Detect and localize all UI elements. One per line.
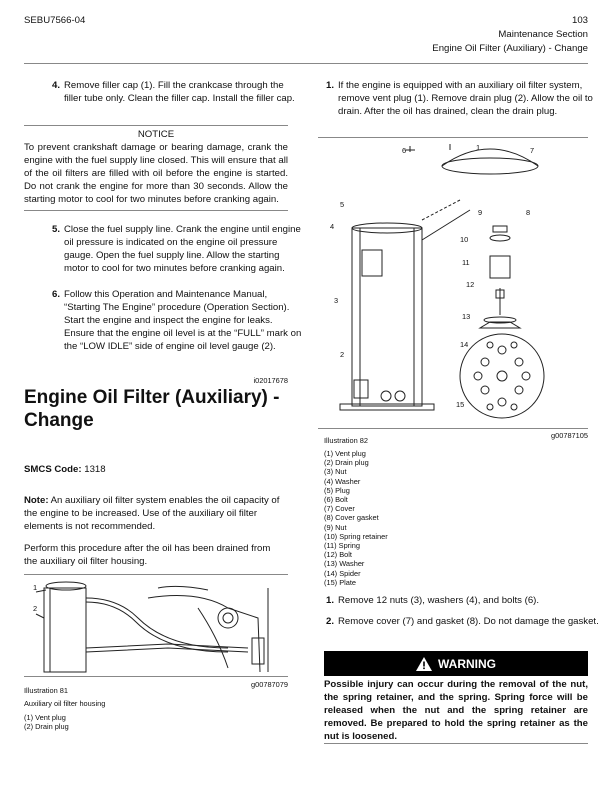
- callout-7: 7: [530, 146, 535, 155]
- callout-12: 12: [466, 280, 475, 289]
- note-text: An auxiliary oil filter system enables the oil capacity of the engine to be increased. Use of the auxiliary oil filter elements is not recommended.: [24, 495, 280, 532]
- legend-item: (10) Spring retainer: [324, 531, 388, 541]
- callout-2: 2: [33, 604, 38, 613]
- reference-id: i02017678: [253, 376, 288, 385]
- legend-item: (15) Plate: [324, 577, 357, 587]
- step-number: 1.: [326, 80, 335, 91]
- step-text: Remove cover (7) and gasket (8). Do not damage the gasket.: [338, 616, 599, 627]
- callout-14: 14: [460, 340, 469, 349]
- notice-rule-top: [24, 125, 288, 126]
- smcs-code: [24, 463, 106, 476]
- legend-item: (6) Bolt: [324, 495, 348, 505]
- legend-item: (1) Vent plug: [324, 449, 366, 458]
- callout-1: 1: [476, 143, 481, 152]
- legend-item: (12) Bolt: [324, 550, 352, 560]
- illustration-81-label: Illustration 81: [24, 686, 68, 695]
- warning-text: Possible injury can occur during the removal of the nut, the spring retainer, and the spring. Spring force will be released when the nut and the spring retainer are removed. Be prepared to hold the spring retainer as the nut is loosened.: [324, 679, 588, 742]
- legend-item: (7) Cover: [324, 504, 355, 514]
- callout-15: 15: [456, 400, 465, 409]
- perform-text: Perform this procedure after the oil has been drained from the auxiliary oil filter housing.: [24, 543, 271, 567]
- legend-item: (11) Spring: [324, 541, 361, 551]
- warning-banner: [324, 651, 588, 676]
- callout-8: 8: [526, 208, 531, 217]
- step-number: 4.: [52, 80, 61, 91]
- illustration-82-legend: [324, 449, 388, 587]
- smcs-value: 1318: [84, 464, 106, 475]
- step-6: [52, 288, 302, 353]
- section-name: Maintenance Section: [498, 29, 588, 40]
- legend-item: (13) Washer: [324, 559, 365, 569]
- page-number: 103: [571, 15, 588, 26]
- step-1: [326, 79, 600, 118]
- step-number: 1.: [326, 595, 335, 606]
- step-text: Close the fuel supply line. Crank the engine until engine oil pressure is indicated on the engine oil pressure gauge. Open the fuel supply line. Allow the starting motor to cool for two minutes before cranking again.: [64, 224, 301, 274]
- legend-item: (9) Nut: [324, 522, 347, 532]
- note-label: Note:: [24, 495, 49, 506]
- step-2: [326, 615, 600, 628]
- callout-10: 10: [460, 235, 469, 244]
- legend-item: (1) Vent plug: [24, 713, 66, 722]
- legend-item: (2) Drain plug: [324, 458, 369, 468]
- warning-title: WARNING: [438, 656, 496, 671]
- legend-item: (3) Nut: [324, 467, 347, 477]
- smcs-label: SMCS Code:: [24, 464, 82, 475]
- step-5: [52, 223, 302, 275]
- step-text: Remove 12 nuts (3), washers (4), and bolts (6).: [338, 595, 540, 606]
- legend-item: (8) Cover gasket: [324, 513, 379, 523]
- warning-triangle-icon: [416, 657, 432, 671]
- note: [24, 494, 286, 533]
- illustration-81-image: [28, 578, 284, 674]
- section-title: Engine Oil Filter (Auxiliary) - Change: [24, 387, 280, 431]
- notice-text: To prevent crankshaft damage or bearing damage, crank the engine with the fuel supply line closed. This will ensure that all of the oil filters are filled with oil before the engine is started. Do not crank the engine for more than 30 seconds. Allow the starting motor to cool for two minutes before cranking again.: [24, 142, 288, 205]
- illustration-81-rule: [24, 574, 288, 575]
- step-number: 5.: [52, 224, 61, 235]
- callout-4: 4: [330, 222, 335, 231]
- callout-2: 2: [340, 350, 345, 359]
- step-1-remove-nuts: [326, 594, 600, 607]
- legend-item: (4) Washer: [324, 476, 361, 486]
- illustration-81-code: g00787079: [251, 680, 288, 689]
- doc-id: SEBU7566-04: [24, 15, 86, 26]
- callout-5: 5: [340, 200, 345, 209]
- topic-name: Engine Oil Filter (Auxiliary) - Change: [432, 43, 588, 54]
- callout-3: 3: [334, 296, 339, 305]
- illustration-82-rule: [318, 137, 588, 138]
- step-4: [52, 79, 302, 105]
- step-number: 6.: [52, 289, 61, 300]
- callout-9: 9: [478, 208, 483, 217]
- illustration-81-caption-rule: [24, 676, 288, 677]
- illustration-82-image: [330, 140, 580, 425]
- callout-1: 1: [33, 583, 38, 592]
- legend-item: (5) Plug: [324, 485, 350, 495]
- header-rule: [24, 63, 588, 64]
- callout-6: 6: [402, 146, 407, 155]
- illustration-82-label: Illustration 82: [324, 436, 368, 445]
- illustration-81-caption: Auxiliary oil filter housing: [24, 699, 106, 708]
- legend-item: (2) Drain plug: [24, 722, 69, 732]
- step-text: Follow this Operation and Maintenance Manual, “Starting The Engine” procedure (Operation Section). Start the engine and inspect the engine for leaks. Ensure that the engine oil level is at the “FULL” mark on the “LOW IDLE” side of engine oil level gauge (2).: [64, 289, 302, 352]
- step-number: 2.: [326, 616, 335, 627]
- illustration-81-legend: [24, 713, 69, 731]
- step-text: Remove filler cap (1). Fill the crankcase through the filler tube only. Clean the filler cap. Install the filler cap.: [64, 80, 295, 104]
- callout-13: 13: [462, 312, 471, 321]
- illustration-82-caption-rule: [318, 428, 588, 429]
- notice-rule-bottom: [24, 210, 288, 211]
- notice-title: NOTICE: [137, 129, 175, 140]
- warning-rule: [324, 743, 588, 744]
- illustration-82-code: g00787105: [551, 431, 588, 440]
- step-text: If the engine is equipped with an auxiliary oil filter system, remove vent plug (1). Remove drain plug (2). Allow the oil to drain. After the oil has drained, clean the drain plug.: [338, 80, 593, 117]
- callout-11: 11: [462, 258, 470, 267]
- legend-item: (14) Spider: [324, 568, 361, 578]
